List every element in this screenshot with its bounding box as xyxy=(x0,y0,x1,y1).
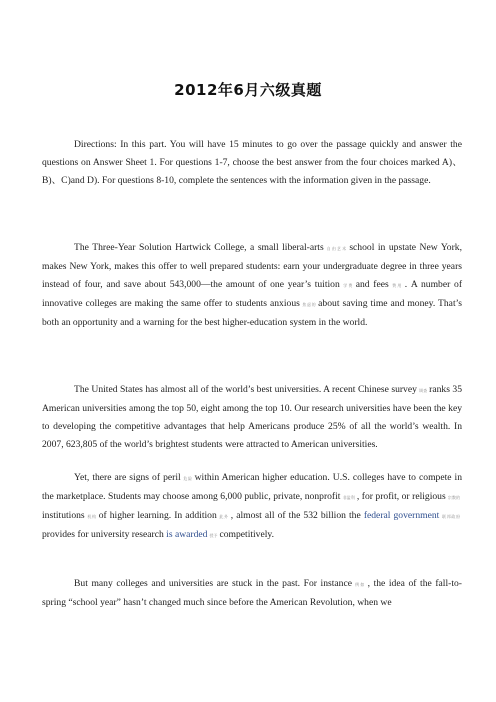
paragraph-peril xyxy=(42,469,462,545)
paragraph-hartwick xyxy=(42,239,462,332)
annotation-note: 例如 xyxy=(353,582,366,587)
highlighted-term: is awarded xyxy=(166,529,208,540)
text-run: and fees xyxy=(355,279,389,290)
paragraph-universities xyxy=(42,381,462,454)
text-run: of higher learning. In addition xyxy=(98,510,217,521)
highlighted-term: federal government xyxy=(363,510,440,521)
directions-paragraph xyxy=(42,136,462,190)
directions-text: Directions: In this part. You will have 15 minutes to go over the passage quickly and answer the questions on Answer Sheet 1. For questions 1-7, choose the best answer from the four choices marked A)、B)、C)and D). For questions 8-10, complete the sentences with the information given in the passage. xyxy=(42,139,462,186)
annotation-note: 宗教的 xyxy=(447,495,460,500)
text-run: The United States has almost all of the world’s best universities. A recent Chinese survey xyxy=(74,384,417,395)
annotation-note: 调查 xyxy=(418,388,428,393)
text-run: But many colleges and universities are stuck in the past. For instance xyxy=(74,578,352,589)
text-run: Yet, there are signs of peril xyxy=(74,472,181,483)
annotation-note: 自由艺术 xyxy=(325,246,348,251)
text-run: , almost all of the 532 billion the xyxy=(230,510,361,521)
annotation-note: 机构 xyxy=(86,514,97,519)
text-run: institutions xyxy=(42,510,85,521)
text-run: competitively. xyxy=(219,529,274,540)
annotation-note: 联邦政府 xyxy=(441,514,461,519)
annotation-note: 授予 xyxy=(209,533,218,538)
annotation-note: 学费 xyxy=(341,283,354,288)
text-run: about saving time and money. That’s both an opportunity and a warning for the best higher-education system in the world. xyxy=(42,298,463,328)
annotation-note: 危险 xyxy=(182,476,193,481)
annotation-note: 非盈利 xyxy=(342,495,355,500)
annotation-note: 焦虑的 xyxy=(301,302,317,307)
page-title: 2012年6月六级真题 xyxy=(174,81,322,99)
text-run: within American higher education. U.S. colleges have to compete in the marketplace. Students may choose among 6,000 public, private, nonprofit xyxy=(42,472,463,502)
text-run: ranks 35 American universities among the top 50, eight among the top 10. Our research universities have been the key to developing the competitive advantages that help Americans produce 25% of all the world’s wealth. In 2007, 623,805 of the world’s brightest students were attracted to American universities. xyxy=(42,384,463,450)
annotation-note: 此外 xyxy=(218,514,229,519)
text-run: , the idea of the fall-to-spring “school year” hasn’t changed much since before the American Revolution, when we xyxy=(42,578,462,608)
text-run: provides for university research xyxy=(42,529,164,540)
text-run: . A number of innovative colleges are making the same offer to students anxious xyxy=(42,279,463,309)
annotation-note: 费用 xyxy=(390,283,403,288)
paragraph-stuck xyxy=(42,575,462,612)
text-run: , for profit, or religious xyxy=(356,491,446,502)
text-run: The Three-Year Solution Hartwick College, a small liberal-arts xyxy=(74,242,324,253)
text-run: school in upstate New York, makes New York, makes this offer to well prepared students: earn your undergraduate degree in three years instead of four, and save about 543,000—the amount of one year’s tuition xyxy=(42,242,462,290)
